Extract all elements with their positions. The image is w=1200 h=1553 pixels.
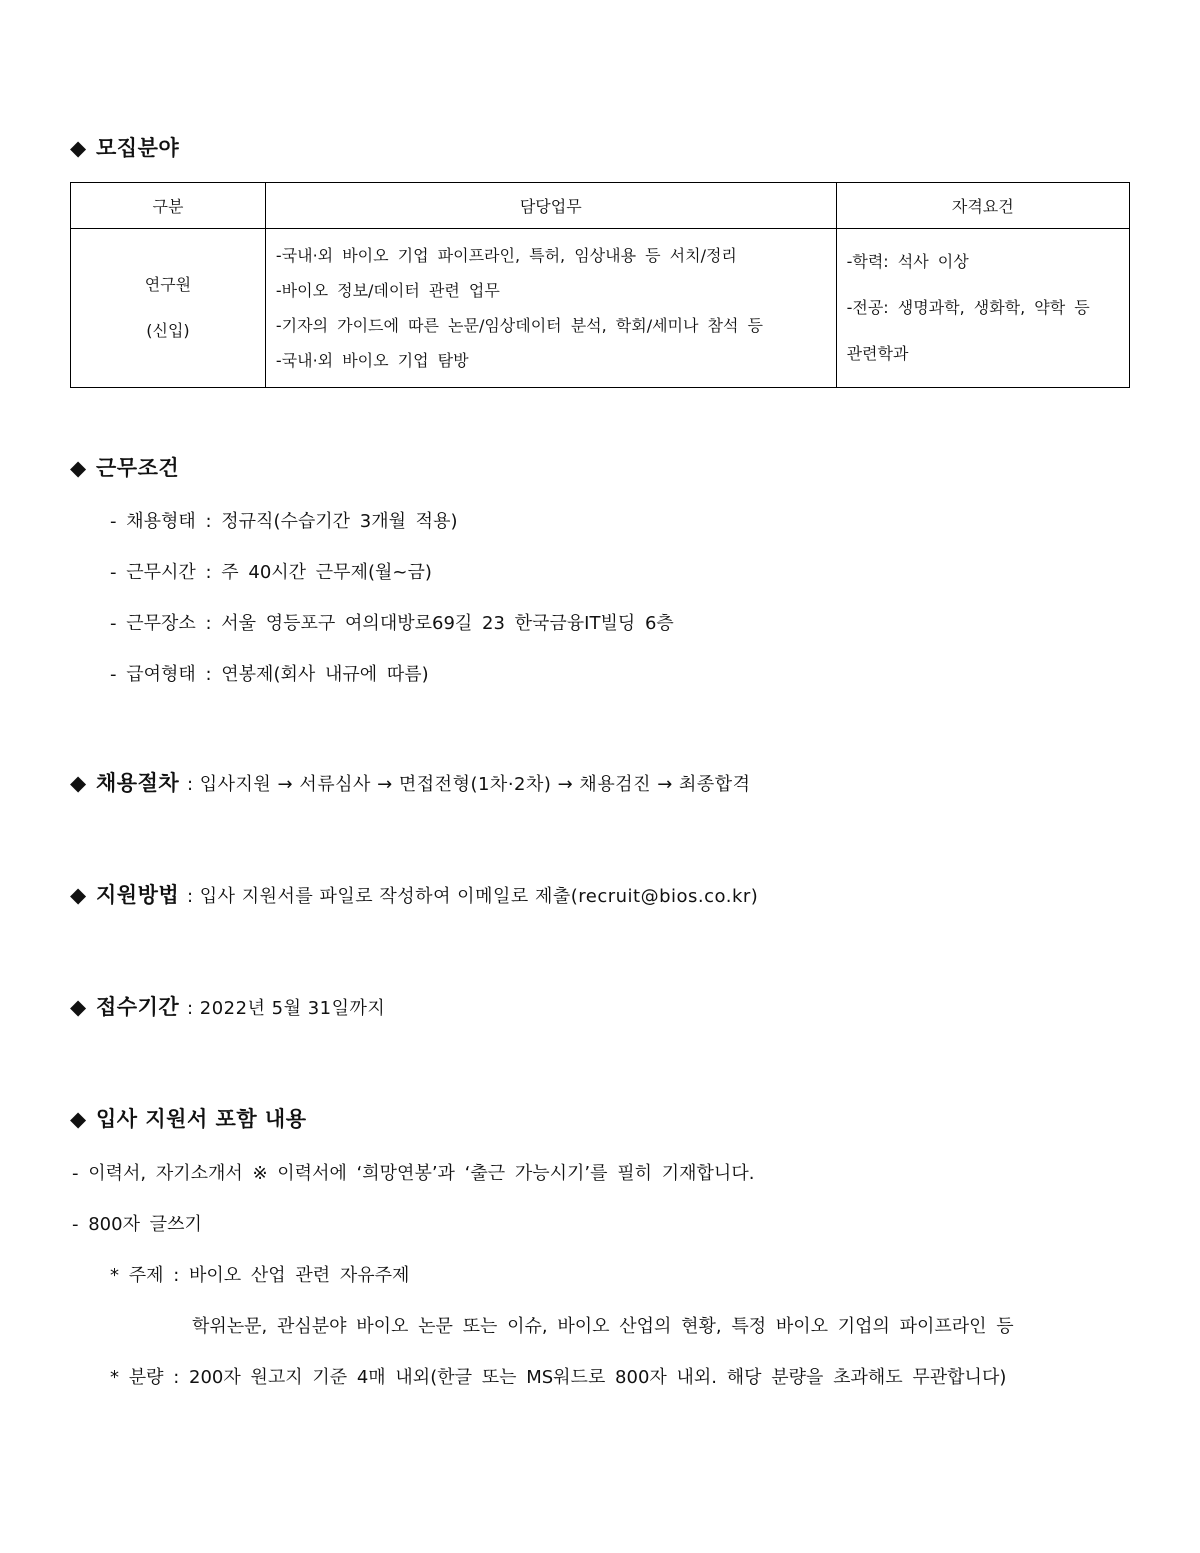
recruit-field-table xyxy=(70,182,1130,388)
duties-cell xyxy=(265,229,836,388)
header-qualifications: 자격요건 xyxy=(836,183,1129,229)
application-essay: - 800자 글쓰기 xyxy=(72,1214,202,1235)
hiring-process-heading xyxy=(70,767,751,797)
duty-item: -바이오 정보/데이터 관련 업무 xyxy=(275,281,500,300)
category-cell xyxy=(71,229,266,388)
category-type: (신입) xyxy=(146,321,190,340)
condition-salary-type: - 급여형태 : 연봉제(회사 내규에 따름) xyxy=(110,664,429,685)
essay-topic-examples: 학위논문, 관심분야 바이오 논문 또는 이슈, 바이오 산업의 현황, 특정 바이오 기업의 파이프라인 등 xyxy=(192,1316,1014,1337)
qualification-item: -학력: 석사 이상 xyxy=(846,252,969,271)
how-to-apply-text: : 입사 지원서를 파일로 작성하여 이메일로 제출(recruit@bios.co.kr) xyxy=(186,886,759,907)
header-category: 구분 xyxy=(71,183,266,229)
essay-length: * 분량 : 200자 원고지 기준 4매 내외(한글 또는 MS워드로 800자 내외. 해당 분량을 초과해도 무관합니다) xyxy=(110,1367,1007,1388)
category-position: 연구원 xyxy=(144,275,192,294)
application-resume-note: - 이력서, 자기소개서 ※ 이력서에 ‘희망연봉’과 ‘출근 가능시기’를 필히 기재합니다. xyxy=(72,1163,755,1184)
qualification-item: -전공: 생명과학, 생화학, 약학 등 xyxy=(846,298,1090,317)
hiring-process-steps: : 입사지원 → 서류심사 → 면접전형(1차·2차) → 채용검진 → 최종합격 xyxy=(186,774,751,795)
deadline-heading xyxy=(70,991,385,1021)
qualifications-cell xyxy=(836,229,1129,388)
diamond-bullet-icon: ◆ xyxy=(70,883,87,907)
header-duties: 담당업무 xyxy=(265,183,836,229)
condition-work-location: - 근무장소 : 서울 영등포구 여의대방로69길 23 한국금융IT빌딩 6층 xyxy=(110,613,674,634)
diamond-bullet-icon: ◆ xyxy=(70,995,87,1019)
deadline-text: : 2022년 5월 31일까지 xyxy=(186,998,386,1019)
diamond-bullet-icon: ◆ xyxy=(70,136,87,160)
duty-item: -국내·외 바이오 기업 파이프라인, 특허, 임상내용 등 서치/정리 xyxy=(275,246,737,265)
application-contents-title: 입사 지원서 포함 내용 xyxy=(96,1107,307,1131)
table-header-row xyxy=(71,183,1130,229)
recruit-field-heading xyxy=(70,132,179,162)
how-to-apply-heading xyxy=(70,879,758,909)
diamond-bullet-icon: ◆ xyxy=(70,456,87,480)
how-to-apply-title: 지원방법 xyxy=(96,883,180,907)
duty-item: -국내·외 바이오 기업 탐방 xyxy=(275,351,469,370)
essay-topic: * 주제 : 바이오 산업 관련 자유주제 xyxy=(110,1265,410,1286)
hiring-process-title: 채용절차 xyxy=(96,771,180,795)
recruit-field-title: 모집분야 xyxy=(96,136,180,160)
diamond-bullet-icon: ◆ xyxy=(70,1107,87,1131)
deadline-title: 접수기간 xyxy=(96,995,180,1019)
table-row xyxy=(71,229,1130,388)
diamond-bullet-icon: ◆ xyxy=(70,771,87,795)
condition-working-hours: - 근무시간 : 주 40시간 근무제(월~금) xyxy=(110,562,432,583)
qualification-item: 관련학과 xyxy=(846,344,909,363)
duty-item: -기자의 가이드에 따른 논문/임상데이터 분석, 학회/세미나 참석 등 xyxy=(275,316,764,335)
work-conditions-title: 근무조건 xyxy=(96,456,180,480)
work-conditions-heading xyxy=(70,452,179,482)
application-contents-heading xyxy=(70,1103,307,1133)
condition-employment-type: - 채용형태 : 정규직(수습기간 3개월 적용) xyxy=(110,511,458,532)
